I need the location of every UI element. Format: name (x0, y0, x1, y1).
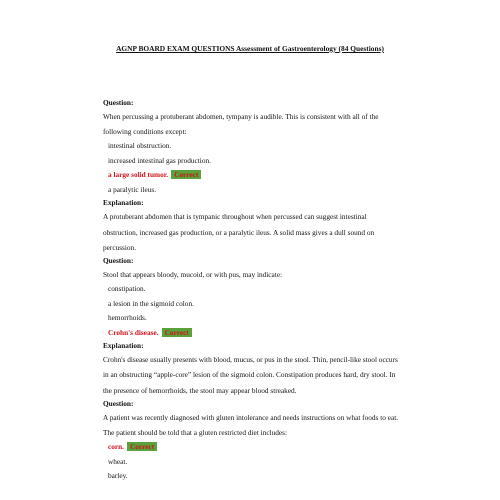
correct-answer-text: Crohn's disease. (108, 327, 159, 337)
correct-answer-text: corn. (108, 442, 125, 452)
correct-badge: Correct (127, 442, 157, 451)
question-1-heading: Question: (103, 98, 134, 107)
explanation-1-heading: Explanation: (103, 198, 144, 208)
q1-option-2: increased intestinal gas production. (108, 155, 211, 165)
q2-option-1: constipation. (108, 284, 146, 294)
q3-option-1-correct (103, 440, 403, 455)
q2-option-4-correct (103, 326, 403, 341)
q3-option-2: wheat. (108, 456, 128, 466)
question-3-heading: Question: (103, 398, 134, 408)
correct-badge: Correct (171, 170, 201, 179)
q2-option-3: hemorrhoids. (108, 313, 147, 323)
document-title: AGNP BOARD EXAM QUESTIONS Assessment of Gastroenterology (84 Questions) (116, 44, 384, 53)
correct-answer-text: a large solid tumor. (108, 170, 169, 180)
correct-badge: Correct (162, 328, 192, 337)
question-3-text: A patient was recently diagnosed with gluten intolerance and needs instructions on what foods to eat. The patient should be told that a gluten restricted diet includes: (103, 412, 399, 438)
q1-option-3-correct (103, 168, 403, 183)
q1-option-1: intestinal obstruction. (108, 141, 172, 151)
explanation-1-text: A protuberant abdomen that is tympanic throughout when percussed can suggest intestinal obstruction, increased gas production, or a paralytic ileus. A solid mass gives a dull sound on percussion. (103, 212, 375, 252)
explanation-2-text: Crohn's disease usually presents with blood, mucus, or pus in the stool. Thin, pencil-like stool occurs in an obstructing “apple-core” lesion of the sigmoid colon. Constipation produces hard, dry stool. In the presence of hemorrhoids, the stool may appear blood streaked. (103, 355, 398, 395)
explanation-2-heading: Explanation: (103, 341, 144, 351)
document-body (103, 97, 403, 484)
question-2-heading: Question: (103, 256, 134, 266)
question-2-text: Stool that appears bloody, mucoid, or with pus, may indicate: (103, 270, 283, 280)
q2-option-2: a lesion in the sigmoid colon. (108, 298, 194, 308)
q1-option-4: a paralytic ileus. (108, 184, 157, 194)
q3-option-3: barley. (108, 471, 128, 481)
question-1-text: When percussing a protuberant abdomen, tympany is audible. This is consistent with all of the following conditions except: (103, 112, 379, 137)
